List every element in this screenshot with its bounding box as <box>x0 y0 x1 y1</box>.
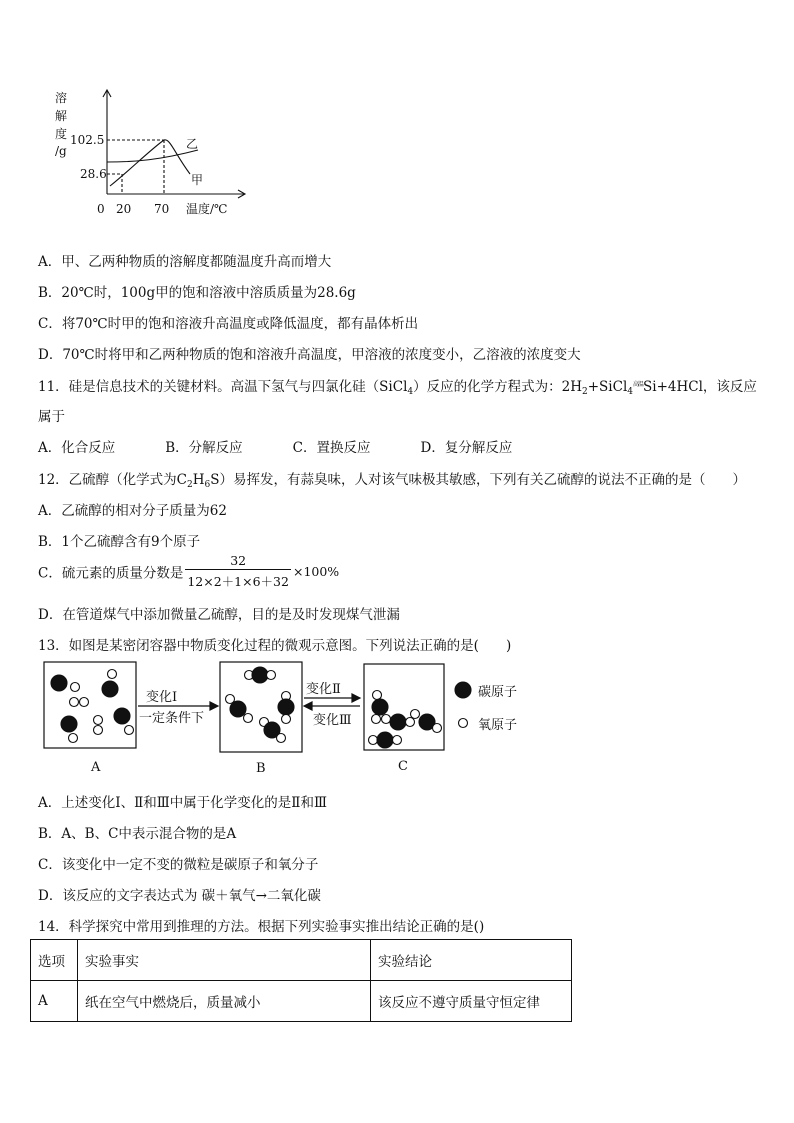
q11-option-d: D．复分解反应 <box>420 440 513 456</box>
q10-option-d: D．70℃时将甲和乙两种物质的饱和溶液升高温度，甲溶液的浓度变小，乙溶液的浓度变大 <box>38 347 581 363</box>
carbon-atom <box>51 675 67 691</box>
q12-sub-h: 6 <box>204 480 211 490</box>
legend-carbon-label: 碳原子 <box>478 685 518 700</box>
y-label-char-2: 解 <box>55 109 68 123</box>
table-cell: 该反应不遵守质量守恒定律 <box>371 981 572 1022</box>
arrow-1-bottom-label: 一定条件下 <box>139 711 205 726</box>
table-header-cell: 实验结论 <box>371 940 572 981</box>
oxygen-atom <box>80 698 89 707</box>
legend-carbon-icon <box>455 682 471 698</box>
q11-options <box>38 436 512 456</box>
q12-stem-prefix: 12．乙硫醇（化学式为C <box>38 472 188 488</box>
legend-oxygen-icon <box>459 719 468 728</box>
carbon-atom <box>230 701 246 717</box>
carbon-atom <box>377 732 393 748</box>
q11-stem-mid: ）反应的化学方程式为：2H <box>413 379 582 395</box>
q12-option-c <box>38 553 339 590</box>
oxygen-atom <box>277 734 286 743</box>
arrow-2-top-label: 变化Ⅱ <box>306 682 341 697</box>
box-a-label: A <box>91 760 101 775</box>
molecule-diagram <box>38 658 538 780</box>
oxygen-atom <box>94 726 103 735</box>
oxygen-atom <box>406 718 415 727</box>
table-header-row <box>31 940 572 981</box>
oxygen-atom <box>94 716 103 725</box>
carbon-atom <box>372 699 388 715</box>
series-label-jia: 甲 <box>191 173 204 187</box>
q11-stem <box>38 375 757 397</box>
x-axis-label: 温度/℃ <box>186 202 228 216</box>
q11-option-b: B．分解反应 <box>165 440 243 456</box>
oxygen-atom <box>411 710 420 719</box>
oxygen-atom <box>372 715 381 724</box>
carbon-atom <box>102 681 118 697</box>
oxygen-atom <box>125 726 134 735</box>
y-tick-28-6: 28.6 <box>80 167 107 181</box>
curve-jia <box>107 150 198 162</box>
oxygen-atom <box>267 671 276 680</box>
fraction-denominator: 12×2＋1×6＋32 <box>185 569 291 590</box>
table-header-cell: 选项 <box>31 940 78 981</box>
q12-stem-suffix: S）易挥发，有蒜臭味，人对该气味极其敏感，下列有关乙硫醇的说法不正确的是（ ） <box>210 472 747 488</box>
arrow-1-head <box>210 702 218 710</box>
oxygen-atom <box>373 691 382 700</box>
oxygen-atom <box>282 715 291 724</box>
q12-option-a: A．乙硫醇的相对分子质量为62 <box>38 503 227 519</box>
q11-condition: 高温 <box>633 381 644 388</box>
carbon-atom <box>252 667 268 683</box>
q10-option-c: C．将70℃时甲的饱和溶液升高温度或降低温度，都有晶体析出 <box>38 316 419 332</box>
table-header-cell: 实验事实 <box>78 940 371 981</box>
y-tick-102-5: 102.5 <box>70 133 105 147</box>
q12-stem <box>38 468 746 490</box>
box-b-label: B <box>256 761 266 776</box>
arrow-2-bottom-label: 变化Ⅲ <box>313 713 352 728</box>
x-tick-70: 70 <box>154 202 170 216</box>
box-c-label: C <box>398 759 408 774</box>
q12-sub-c: 2 <box>187 480 193 490</box>
arrow-1-top-label: 变化Ⅰ <box>146 690 178 705</box>
oxygen-atom <box>382 715 391 724</box>
q11-eq-end: Si+4HCl，该反应 <box>643 379 757 395</box>
q10-option-b: B．20℃时，100g甲的饱和溶液中溶质质量为28.6g <box>38 285 356 301</box>
q11-option-c: C．置换反应 <box>292 440 371 456</box>
series-label-yi: 乙 <box>186 137 199 151</box>
q10-option-a: A．甲、乙两种物质的溶解度都随温度升高而增大 <box>38 254 332 270</box>
q14-table <box>30 939 572 1022</box>
q11-stem-line2: 属于 <box>38 409 65 425</box>
q13-option-c: C．该变化中一定不变的微粒是碳原子和氧分子 <box>38 857 319 873</box>
q13-option-a: A．上述变化Ⅰ、Ⅱ和Ⅲ中属于化学变化的是Ⅱ和Ⅲ <box>38 795 327 811</box>
q13-option-b: B．A、B、C中表示混合物的是A <box>38 826 237 842</box>
y-label-char-4: /g <box>55 144 67 158</box>
solubility-chart <box>40 82 250 222</box>
q12-option-c-prefix: C．硫元素的质量分数是 <box>38 565 184 582</box>
carbon-atom <box>278 699 294 715</box>
q11-option-a: A．化合反应 <box>38 440 116 456</box>
oxygen-atom <box>433 724 442 733</box>
table-cell: A <box>31 981 78 1022</box>
carbon-atom <box>390 714 406 730</box>
q12-h: H <box>192 472 205 488</box>
q11-sub-1: 4 <box>407 387 414 397</box>
oxygen-atom <box>393 736 402 745</box>
arrow-2-backward-head <box>304 702 312 710</box>
q13-stem: 13．如图是某密闭容器中物质变化过程的微观示意图。下列说法正确的是( ) <box>38 638 512 654</box>
oxygen-atom <box>108 670 117 679</box>
oxygen-atom <box>369 736 378 745</box>
fraction-numerator: 32 <box>230 553 247 568</box>
table-cell: 纸在空气中燃烧后，质量减小 <box>78 981 371 1022</box>
q11-sub-3: 4 <box>627 387 633 397</box>
q11-stem-prefix: 11．硅是信息技术的关键材料。高温下氢气与四氯化硅（SiCl <box>38 379 408 395</box>
carbon-atom <box>61 716 77 732</box>
q11-sub-2: 2 <box>582 387 588 397</box>
y-label-char-1: 溶 <box>55 91 68 105</box>
q12-option-b: B．1个乙硫醇含有9个原子 <box>38 534 201 550</box>
x-tick-20: 20 <box>116 202 132 216</box>
q12-option-d: D．在管道煤气中添加微量乙硫醇，目的是及时发现煤气泄漏 <box>38 607 400 623</box>
arrow-2-forward-head <box>352 694 360 702</box>
q11-eq-part: +SiCl <box>587 379 628 395</box>
carbon-atom <box>114 708 130 724</box>
table-row <box>31 981 572 1022</box>
oxygen-atom <box>69 734 78 743</box>
oxygen-atom <box>244 714 253 723</box>
oxygen-atom <box>70 698 79 707</box>
x-tick-0: 0 <box>97 202 105 216</box>
mass-fraction <box>185 553 291 590</box>
q13-option-d: D．该反应的文字表达式为 碳＋氧气→二氧化碳 <box>38 888 321 904</box>
q14-stem: 14．科学探究中常用到推理的方法。根据下列实验事实推出结论正确的是() <box>38 919 485 935</box>
y-label-char-3: 度 <box>55 127 68 141</box>
oxygen-atom <box>71 683 80 692</box>
legend-oxygen-label: 氧原子 <box>478 718 518 733</box>
q12-option-c-suffix: ×100% <box>292 564 340 579</box>
